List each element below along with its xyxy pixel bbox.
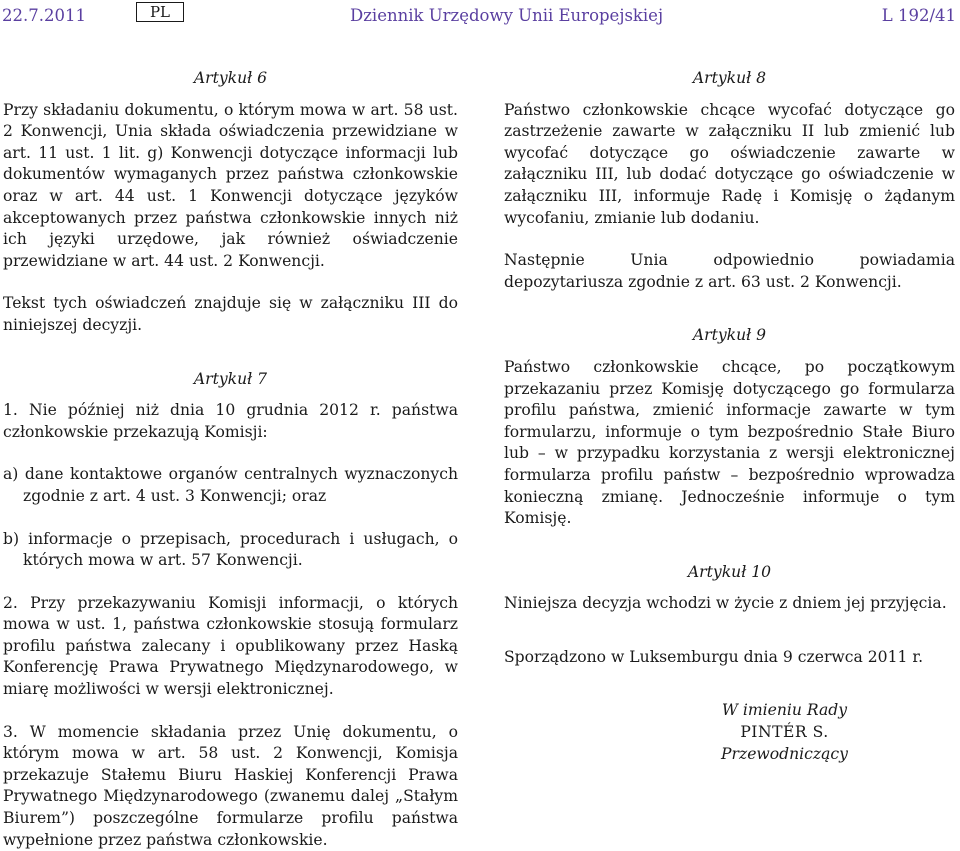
signatory-name: PINTÉR S. <box>740 723 829 742</box>
article-10-title: Artykuł 10 <box>687 562 772 581</box>
article-7-paragraph-2: 2. Przy przekazywaniu Komisji informacji, o których mowa w ust. 1, państwa członkowskie stosują formularz profilu państwa zalecany i opublikowany przez Haską Konferencję Prawa Prywatnego Międzynarodowego, w miarę możliwości w wersji elektronicznej. <box>3 593 458 699</box>
signature-block <box>614 700 955 765</box>
page-reference: L 192/41 <box>881 6 956 25</box>
journal-title: Dziennik Urzędowy Unii Europejskiej <box>350 6 664 25</box>
article-7-title: Artykuł 7 <box>193 369 268 388</box>
article-7-item-b: b) informacje o przepisach, procedurach i usługach, o których mowa w art. 57 Konwencji. <box>3 529 458 570</box>
signature-on-behalf: W imieniu Rady <box>721 701 848 720</box>
closing-statement: Sporządzono w Luksemburgu dnia 9 czerwca 2011 r. <box>504 647 924 666</box>
article-7-paragraph-3: 3. W momencie składania przez Unię dokumentu, o którym mowa w art. 58 ust. 2 Konwencji, Komisja przekazuje Stałemu Biuru Haskiej Konferencji Prawa Prywatnego Międzynarodowego (zwanemu dalej „Stałym Biurem”) poszczególne formularze profilu państwa wypełnione przez państwa członkowskie. <box>3 722 458 849</box>
article-6-paragraph-1: Przy składaniu dokumentu, o którym mowa w art. 58 ust. 2 Konwencji, Unia składa oświadczenia przewidziane w art. 11 ust. 1 lit. g) Konwencji dotyczące informacji lub dokumentów wymaganych przez państwa członkowskie oraz w art. 44 ust. 1 Konwencji dotyczące języków akceptowanych przez państwa członkowskie innych niż ich języki urzędowe, jak również oświadczenie przewidziane w art. 44 ust. 2 Konwencji. <box>3 100 458 270</box>
signatory-role: Przewodniczący <box>721 744 848 763</box>
article-8-title: Artykuł 8 <box>692 69 767 87</box>
article-9-paragraph-1: Państwo członkowskie chcące, po początkowym przekazaniu przez Komisję dotyczącego go formularza profilu państwa, zmienić informacje zawarte w tym formularzu, informuje o tym bezpośrednio Stałe Biuro lub – w przypadku korzystania z wersji elektronicznej formularza profilu państw – bezpośrednio wprowadza konieczną zmianę. Jednocześnie informuje o tym Komisję. <box>504 357 955 528</box>
article-10-paragraph-1: Niniejsza decyzja wchodzi w życie z dniem jej przyjęcia. <box>504 594 947 613</box>
publication-date: 22.7.2011 <box>2 6 86 25</box>
article-6-paragraph-2: Tekst tych oświadczeń znajduje się w załączniku III do niniejszej decyzji. <box>3 294 458 334</box>
article-7-paragraph-1: 1. Nie później niż dnia 10 grudnia 2012 r. państwa członkowskie przekazują Komisji: <box>3 401 458 441</box>
right-column <box>504 68 955 765</box>
article-6-title: Artykuł 6 <box>193 69 268 87</box>
article-7-item-a: a) dane kontaktowe organów centralnych wyznaczonych zgodnie z art. 4 ust. 3 Konwencji; oraz <box>3 465 458 505</box>
page-header <box>0 0 960 38</box>
left-column <box>3 68 458 851</box>
language-badge: PL <box>136 2 184 22</box>
article-8-paragraph-1: Państwo członkowskie chcące wycofać dotyczące go zastrzeżenie zawarte w załączniku II lub zmienić lub wycofać dotyczące go oświadczenie zawarte w załączniku III, lub dodać dotyczące go oświadczenie w załączniku III, informuje Radę i Komisję o żądanym wycofaniu, zmianie lub dodaniu. <box>504 100 955 227</box>
article-8-paragraph-2: Następnie Unia odpowiednio powiadamia depozytariusza zgodnie z art. 63 ust. 2 Konwencji. <box>504 251 955 291</box>
article-9-title: Artykuł 9 <box>692 326 767 345</box>
